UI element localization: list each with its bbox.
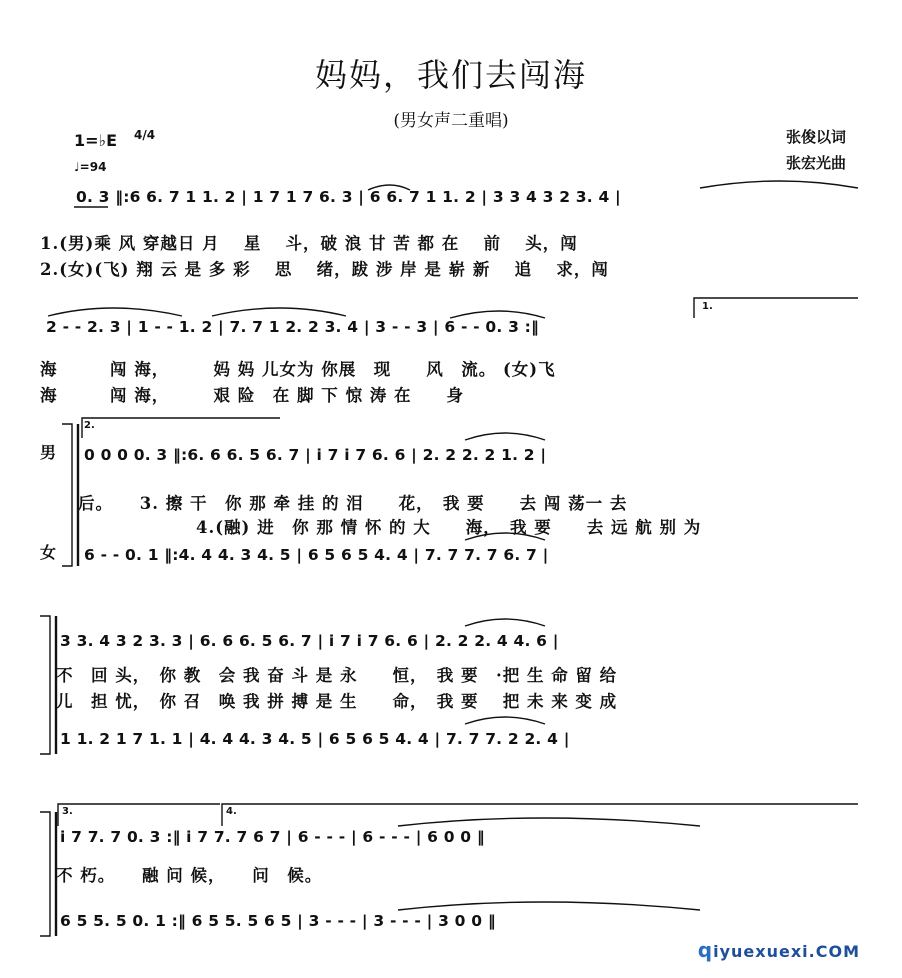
melody-line-1: 0. 3 ‖:6 6. 7 1 1. 2 | 1 7 1 7 6. 3 | 6 6. 7 1 1. 2 | 3 3 4 3 2 3. 4 | — [76, 188, 621, 206]
male-part-system-1: 0 0 0 0. 3 ‖:6. 6 6. 5 6. 7 | i 7 i 7 6. 6 | 2. 2 2. 2 1. 2 | — [84, 446, 547, 464]
ending-label-1: 1. — [702, 301, 713, 312]
male-part-system-3: i 7 7. 7 0. 3 :‖ i 7 7. 7 6 7 | 6 - - - | 6 - - - | 6 0 0 ‖ — [60, 828, 485, 846]
ending-label-4: 4. — [226, 806, 237, 817]
ending-label-2: 2. — [84, 420, 95, 431]
female-part-system-3: 6 5 5. 5 0. 1 :‖ 6 5 5. 5 6 5 | 3 - - - | 3 - - - | 3 0 0 ‖ — [60, 912, 496, 930]
male-voice-label: 男 — [40, 443, 57, 462]
lyricist-credit: 张俊以词 — [786, 128, 847, 146]
composer-credit: 张宏光曲 — [786, 154, 847, 172]
lyric-system-3: 不 朽。 融 问 候， 问 候。 — [56, 866, 323, 885]
song-title: 妈妈，我们去闯海 — [314, 56, 587, 94]
lyric-line-1-verse-2: 2.(女)(飞) 翔 云 是 多 彩 思 绪，跋 涉 岸 是 崭 新 追 求，闯 — [40, 260, 609, 279]
lyric-system-2-verse-4: 儿 担 忧， 你 召 唤 我 拼 搏 是 生 命， 我 要 把 未 来 变 成 — [56, 692, 618, 711]
time-signature: 4/4 — [134, 128, 156, 142]
site-watermark — [698, 938, 860, 962]
tempo-marking: ♩=94 — [74, 160, 107, 174]
female-voice-label: 女 — [40, 543, 57, 562]
ending-label-3: 3. — [62, 806, 73, 817]
lyric-system-1-verse-3: 后。 3. 擦 干 你 那 牵 挂 的 泪 花， 我 要 去 闯 荡一 去 — [78, 494, 628, 513]
female-part-system-2: 1 1. 2 1 7 1. 1 | 4. 4 4. 3 4. 5 | 6 5 6 5 4. 4 | 7. 7 7. 2 2. 4 | — [60, 730, 570, 748]
lyric-line-2-verse-2: 海 闯 海， 艰 险 在 脚 下 惊 涛 在 身 — [40, 386, 464, 405]
lyric-system-2-verse-3: 不 回 头， 你 教 会 我 奋 斗 是 永 恒， 我 要 ·把 生 命 留 给 — [56, 666, 618, 685]
lyric-line-2-verse-1: 海 闯 海， 妈 妈 儿女为 你展 现 风 流。 (女)飞 — [40, 360, 556, 379]
lyric-line-1-verse-1: 1.(男)乘 风 穿越日 月 星 斗，破 浪 甘 苦 都 在 前 头，闯 — [40, 234, 578, 253]
female-part-system-1: 6 - - 0. 1 ‖:4. 4 4. 3 4. 5 | 6 5 6 5 4. 4 | 7. 7 7. 7 6. 7 | — [84, 546, 549, 564]
watermark-text: iyuexuexi.COM — [713, 942, 860, 961]
song-subtitle: (男女声二重唱) — [393, 111, 509, 131]
melody-line-2: 2 - - 2. 3 | 1 - - 1. 2 | 7. 7 1 2. 2 3. 4 | 3 - - 3 | 6 - - 0. 3 :‖ — [46, 318, 540, 336]
watermark-q: q — [697, 938, 714, 962]
lyric-system-1-verse-4: 4.(融) 进 你 那 情 怀 的 大 海， 我 要 去 远 航 别 为 — [196, 518, 702, 537]
male-part-system-2: 3 3. 4 3 2 3. 3 | 6. 6 6. 5 6. 7 | i 7 i 7 6. 6 | 2. 2 2. 4 4. 6 | — [60, 632, 559, 650]
key-signature: 1=♭E — [74, 131, 118, 150]
